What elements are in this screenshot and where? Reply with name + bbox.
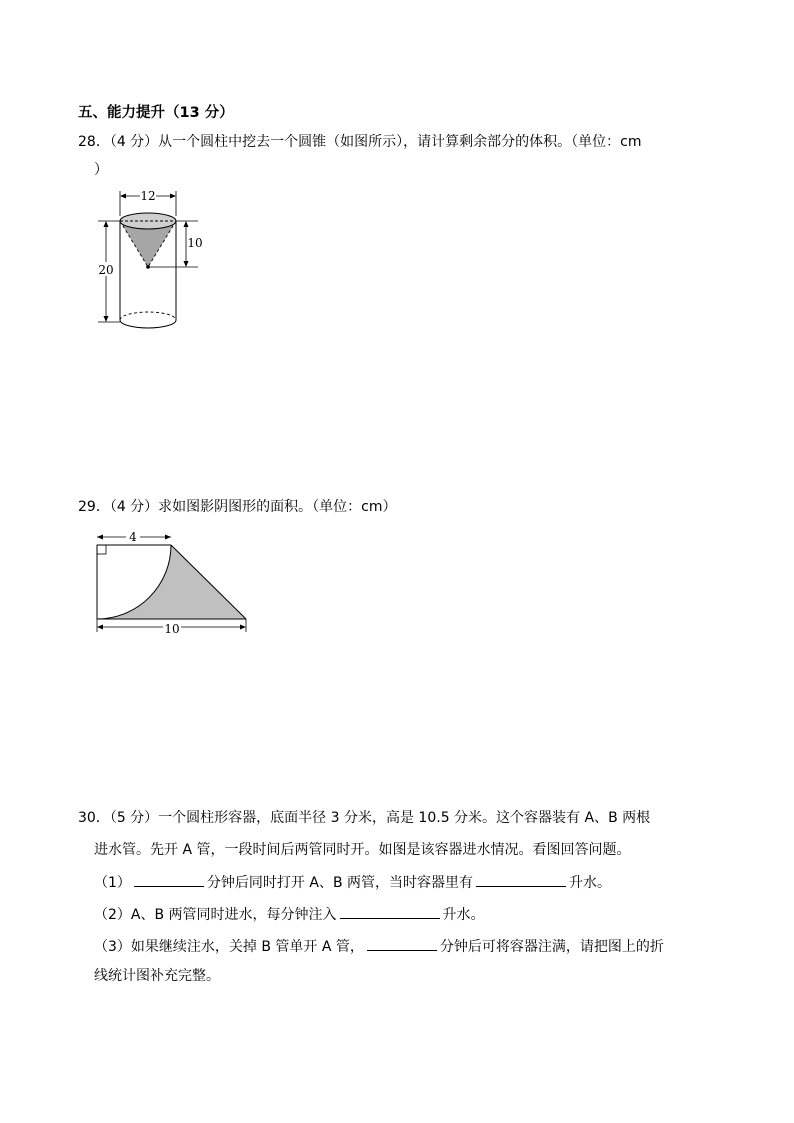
section-title: 五、能力提升（13 分） [78,105,234,121]
part2-suffix: 升水。 [442,907,485,923]
question-29-text: 29．（4 分）求如图影阴图形的面积。（单位：cm） [78,499,397,515]
answer-blank-4[interactable] [367,936,437,951]
label-top-4: 4 [129,530,137,544]
part2-prefix: （2）A、B 两管同时进水，每分钟注入 [94,907,337,923]
label-height-20: 20 [98,263,114,277]
question-30-part3 [94,936,664,957]
question-28-text: 28．（4 分）从一个圆柱中挖去一个圆锥（如图所示），请计算剩余部分的体积。（单位：cm [78,134,642,150]
label-bottom-10: 10 [164,622,180,636]
figure-cylinder-cone [94,186,206,334]
label-top-12: 12 [140,189,156,203]
question-30-line1: 30．（5 分）一个圆柱形容器，底面半径 3 分米，高是 10.5 分米。这个容器装有 A、B 两根 [78,810,651,826]
figure-shaded-area [90,528,250,636]
answer-blank-3[interactable] [340,904,440,919]
question-30-part2 [94,904,485,925]
part3-suffix: 分钟后可将容器注满，请把图上的折 [439,939,664,955]
part1-suffix: 升水。 [569,875,612,891]
answer-blank-2[interactable] [476,872,566,887]
part1-prefix: （1） [94,875,131,891]
question-28-text-cont: ） [94,162,108,178]
question-30-part1 [94,872,611,893]
question-30-part3-cont: 线统计图补充完整。 [94,968,220,984]
part3-prefix: （3）如果继续注水，关掉 B 管单开 A 管， [94,939,364,955]
part1-middle: 分钟后同时打开 A、B 两管，当时容器里有 [206,875,474,891]
answer-blank-1[interactable] [134,872,204,887]
question-30-line2: 进水管。先开 A 管，一段时间后两管同时开。如图是该容器进水情况。看图回答问题。 [94,842,631,858]
label-cone-10: 10 [187,236,203,250]
